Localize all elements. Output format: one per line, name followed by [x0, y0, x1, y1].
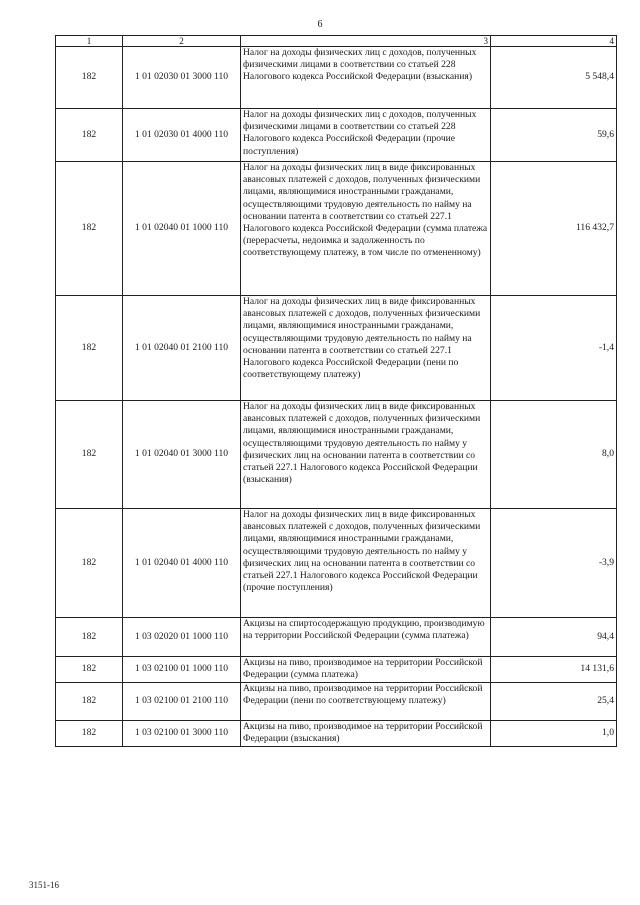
admin-code-cell: 182: [56, 162, 123, 296]
admin-code-cell: 182: [56, 401, 123, 509]
budget-classification-code-cell: 1 01 02030 01 4000 110: [123, 109, 241, 162]
revenue-name-cell: [241, 296, 491, 401]
revenue-name-cell: [241, 109, 491, 162]
column-header-3: 3: [241, 36, 491, 47]
table-row: [56, 721, 617, 747]
budget-classification-code-cell: 1 01 02040 01 4000 110: [123, 509, 241, 618]
revenue-name-cell: [241, 509, 491, 618]
amount-cell: 5 548,4: [491, 47, 617, 109]
table-row: [56, 401, 617, 509]
table-row: [56, 162, 617, 296]
revenue-name-text: Акцизы на пиво, производимое на территории Российской Федерации (взыскания): [243, 721, 483, 745]
budget-classification-code-cell: 1 01 02040 01 1000 110: [123, 162, 241, 296]
admin-code-cell: 182: [56, 109, 123, 162]
revenue-name-text: Налог на доходы физических лиц с доходов, полученных физическими лицами в соответствии со статьей 228 Налогового кодекса Российской Федерации (прочие поступления): [243, 109, 477, 157]
revenue-name-cell: [241, 162, 491, 296]
revenue-name-cell: [241, 721, 491, 747]
revenue-name-text: Акцизы на пиво, производимое на территории Российской Федерации (пени по соответствующему платежу): [243, 683, 483, 707]
amount-cell: 25,4: [491, 683, 617, 721]
revenue-name-text: Акцизы на пиво, производимое на территории Российской Федерации (сумма платежа): [243, 657, 483, 681]
budget-classification-code-cell: 1 01 02030 01 3000 110: [123, 47, 241, 109]
column-header-1: 1: [56, 36, 123, 47]
budget-classification-code-cell: 1 03 02100 01 3000 110: [123, 721, 241, 747]
page-number: 6: [317, 19, 323, 30]
table-row: [56, 109, 617, 162]
amount-cell: -1,4: [491, 296, 617, 401]
admin-code-cell: 182: [56, 296, 123, 401]
amount-cell: -3,9: [491, 509, 617, 618]
table-header-row: [56, 36, 617, 47]
amount-cell: 94,4: [491, 618, 617, 657]
column-header-4: 4: [491, 36, 617, 47]
revenue-name-cell: [241, 683, 491, 721]
admin-code-cell: 182: [56, 618, 123, 657]
revenue-name-cell: [241, 618, 491, 657]
admin-code-cell: 182: [56, 509, 123, 618]
amount-cell: 116 432,7: [491, 162, 617, 296]
budget-classification-code-cell: 1 03 02020 01 1000 110: [123, 618, 241, 657]
budget-classification-code-cell: 1 01 02040 01 3000 110: [123, 401, 241, 509]
budget-classification-code-cell: 1 03 02100 01 2100 110: [123, 683, 241, 721]
revenue-name-text: Налог на доходы физических лиц в виде фиксированных авансовых платежей с доходов, полученных физическими лицами, являющимися иностранными гражданами, осуществляющими трудовую деятельность по найму у физических лиц на основании патента в соответствии со статьей 227.1 Налогового кодекса Российской Федерации (взыскания): [243, 401, 481, 486]
amount-cell: 14 131,6: [491, 657, 617, 683]
admin-code-cell: 182: [56, 721, 123, 747]
admin-code-cell: 182: [56, 47, 123, 109]
revenue-name-cell: [241, 401, 491, 509]
admin-code-cell: 182: [56, 657, 123, 683]
budget-classification-code-cell: 1 01 02040 01 2100 110: [123, 296, 241, 401]
revenue-name-cell: [241, 47, 491, 109]
admin-code-cell: 182: [56, 683, 123, 721]
revenue-name-cell: [241, 657, 491, 683]
column-header-2: 2: [123, 36, 241, 47]
amount-cell: 8,0: [491, 401, 617, 509]
table-row: [56, 47, 617, 109]
table-row: [56, 618, 617, 657]
budget-revenue-table: [55, 35, 617, 747]
table-row: [56, 657, 617, 683]
revenue-name-text: Налог на доходы физических лиц в виде фиксированных авансовых платежей с доходов, полученных физическими лицами, являющимися иностранными гражданами, осуществляющими трудовую деятельность по найму на основании патента в соответствии со статьей 227.1 Налогового кодекса Российской Федерации (пени по соответствующему платежу): [243, 296, 481, 381]
table-row: [56, 509, 617, 618]
table-row: [56, 683, 617, 721]
revenue-name-text: Акцизы на спиртосодержащую продукцию, производимую на территории Российской Федерации (сумма платежа): [243, 618, 485, 642]
document-code: 3151-16: [29, 880, 59, 890]
amount-cell: 59,6: [491, 109, 617, 162]
revenue-name-text: Налог на доходы физических лиц с доходов, полученных физическими лицами в соответствии со статьей 228 Налогового кодекса Российской Федерации (взыскания): [243, 47, 477, 83]
table-row: [56, 296, 617, 401]
revenue-name-text: Налог на доходы физических лиц в виде фиксированных авансовых платежей с доходов, полученных физическими лицами, являющимися иностранными гражданами, осуществляющими трудовую деятельность по найму у физических лиц на основании патента в соответствии со статьей 227.1 Налогового кодекса Российской Федерации (прочие поступления): [243, 509, 481, 594]
budget-classification-code-cell: 1 03 02100 01 1000 110: [123, 657, 241, 683]
revenue-name-text: Налог на доходы физических лиц в виде фиксированных авансовых платежей с доходов, полученных физическими лицами, являющимися иностранными гражданами, осуществляющими трудовую деятельность по найму на основании патента в соответствии со статьей 227.1 Налогового кодекса Российской Федерации (сумма платежа (перерасчеты, недоимка и задолженность по соответствующему платежу, в том числе по отмененному): [243, 162, 488, 259]
amount-cell: 1,0: [491, 721, 617, 747]
